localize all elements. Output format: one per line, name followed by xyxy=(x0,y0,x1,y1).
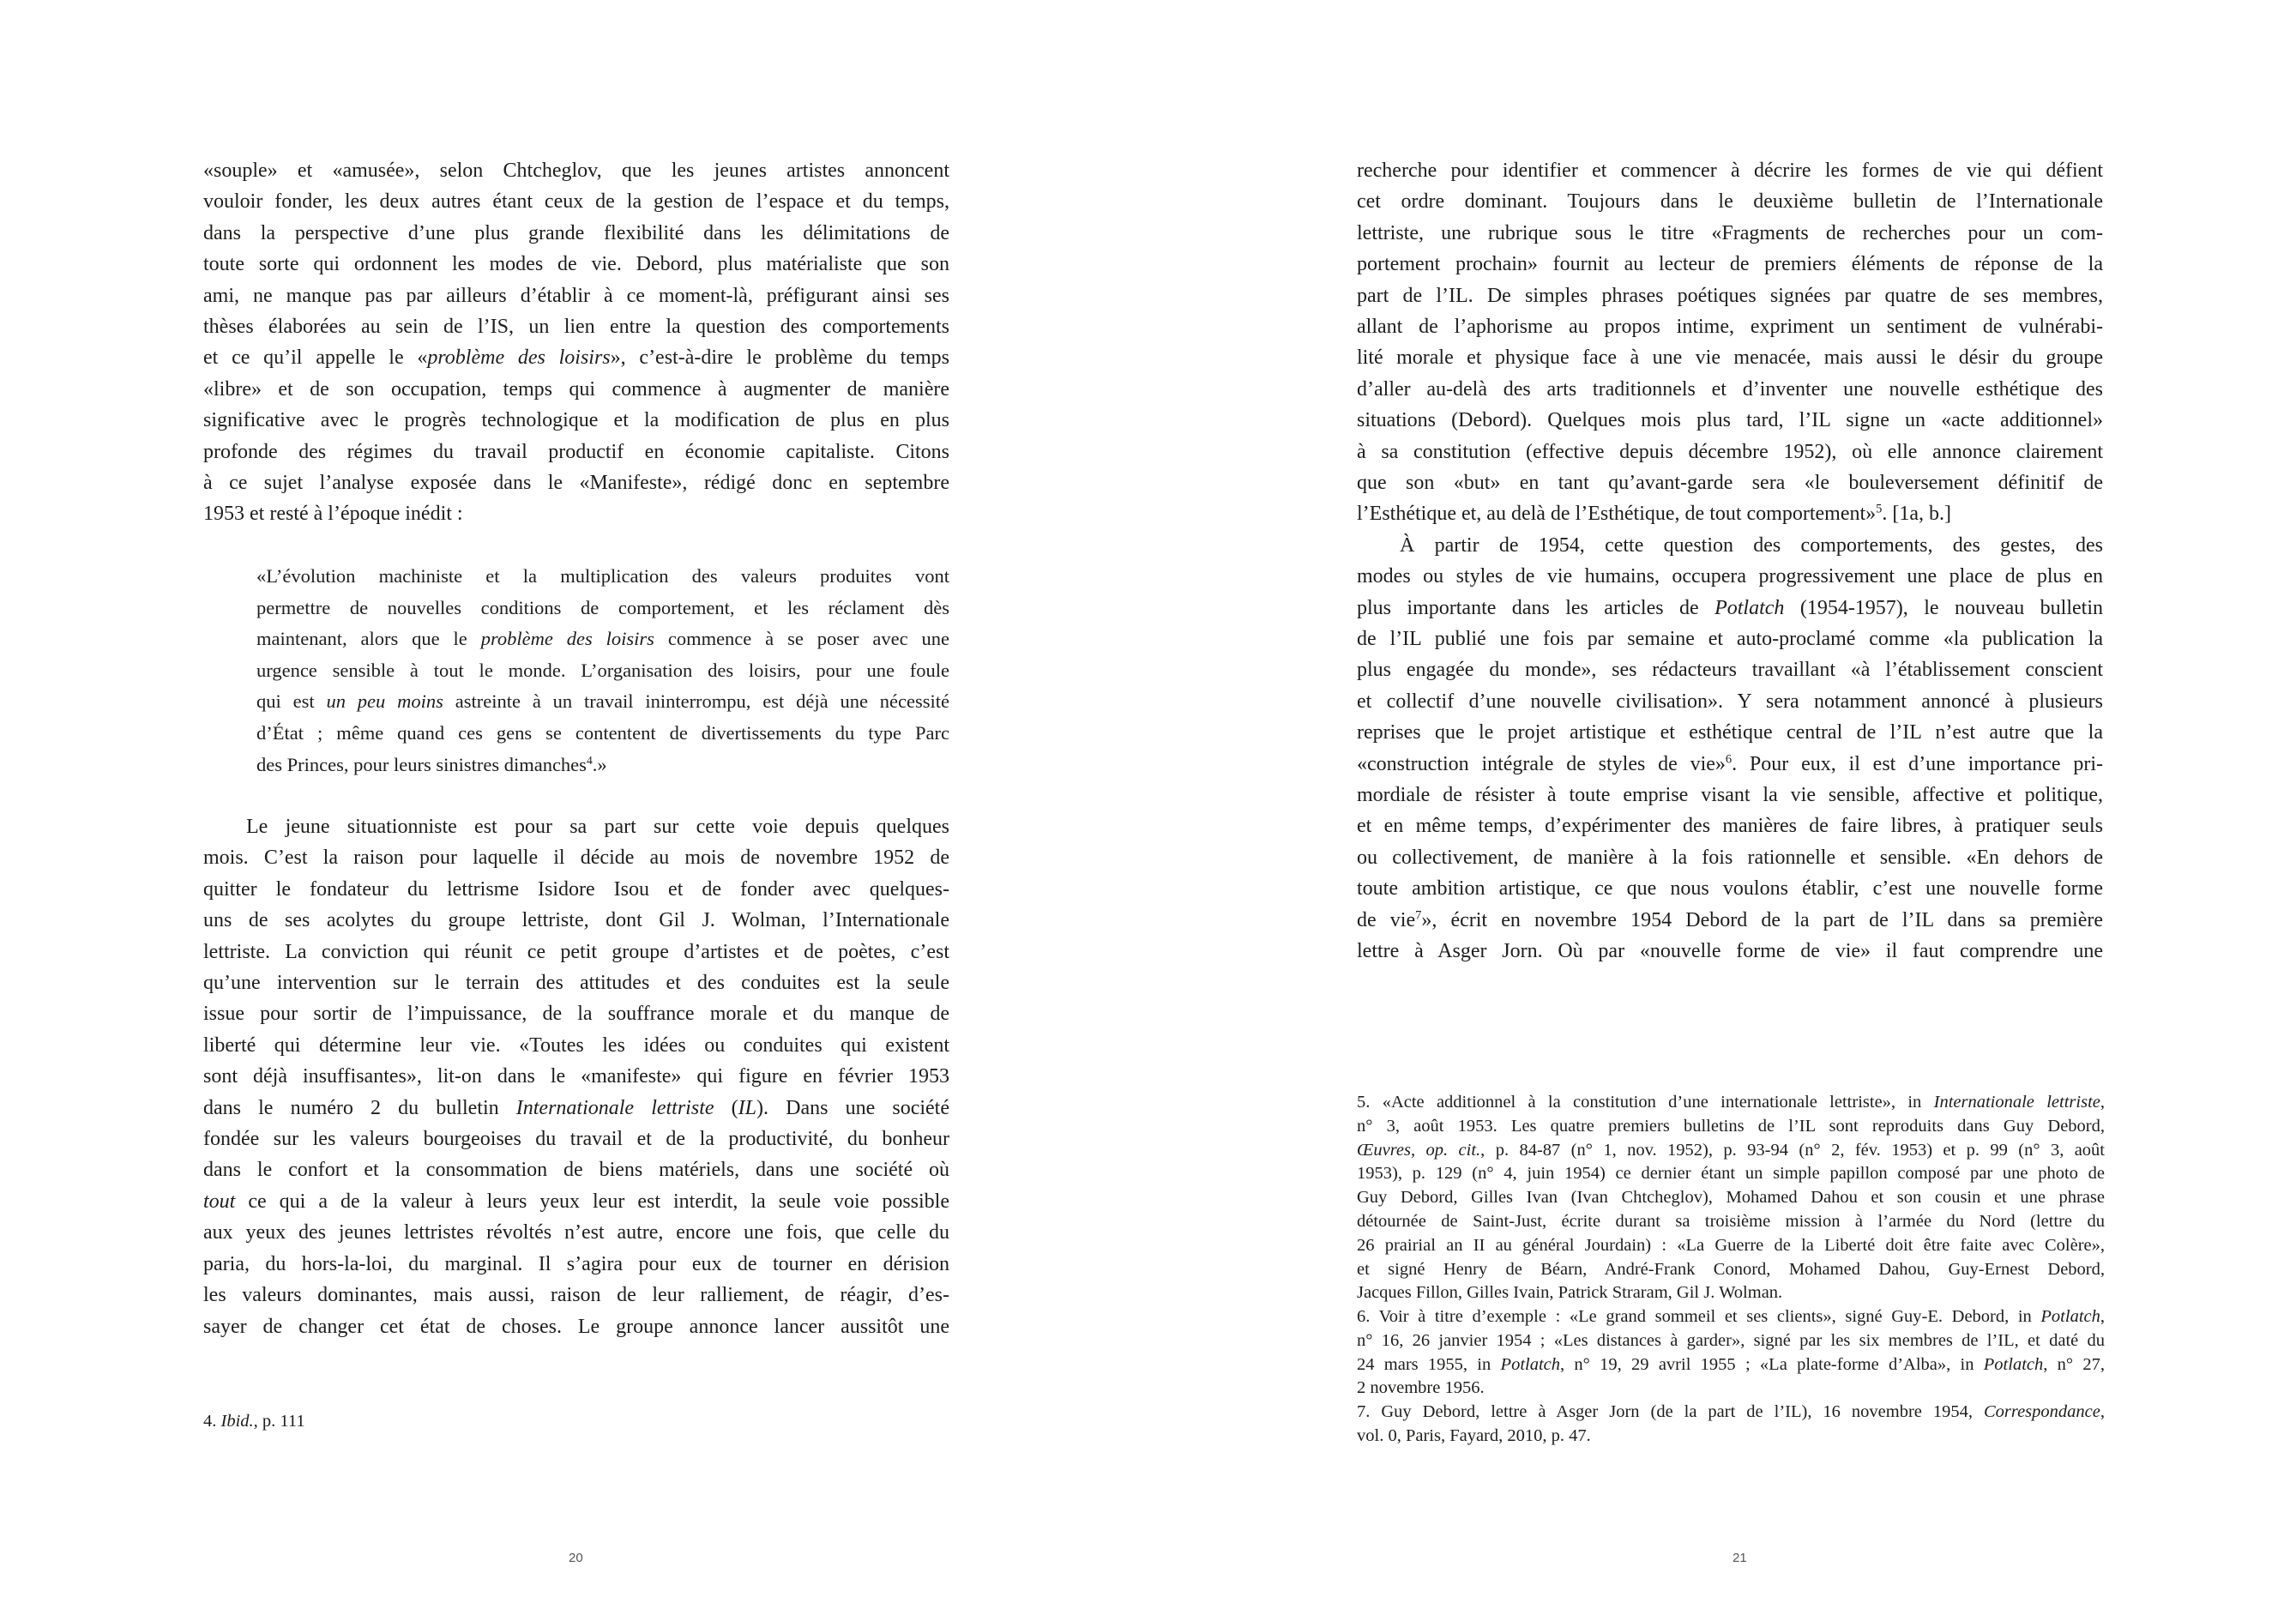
text-line xyxy=(1357,624,2103,654)
text-run: 1953 et resté à l’époque inédit : xyxy=(203,503,463,526)
text-line xyxy=(1357,374,2103,405)
text-run: maintenant, alors que le xyxy=(256,628,481,650)
paragraph-4 xyxy=(1357,530,2103,967)
text-line xyxy=(203,280,949,311)
text-line xyxy=(1357,842,2103,873)
italic-run: Internationale lettriste xyxy=(1933,1093,2100,1112)
italic-run: Correspondance xyxy=(1983,1402,2100,1421)
text-run: que son «but» en tant qu’avant-garde sera «le bouleversement définitif de xyxy=(1357,472,2103,495)
text-run: Guy Debord, Gilles Ivan (Ivan Chtcheglov), Mohamed Dahou et son cousin et une phrase xyxy=(1357,1188,2105,1208)
text-run: 7. Guy Debord, lettre à Asger Jorn (de la part de l’IL), 16 novembre 1954, xyxy=(1357,1402,1984,1421)
footnote-6 xyxy=(1357,1305,2105,1401)
text-run: , p. 111 xyxy=(253,1412,305,1431)
footnote-ref: 5 xyxy=(1876,502,1883,516)
text-line xyxy=(203,374,949,405)
text-run: plus engagée du monde», ses rédacteurs travaillant «à l’établissement conscient xyxy=(1357,659,2103,682)
text-run: », c’est-à-dire le problème du temps xyxy=(610,346,949,370)
text-line xyxy=(203,1410,951,1434)
text-run: détournée de Saint-Just, écrite durant sa troisième mission à l’armée du Nord (lettre du xyxy=(1357,1211,2105,1231)
text-line xyxy=(1357,686,2103,717)
text-line xyxy=(1357,1281,2105,1305)
text-run: n° 16, 26 janvier 1954 ; «Les distances à garder», signé par les six membres de l’IL, et daté du xyxy=(1357,1330,2105,1350)
text-line xyxy=(1357,1234,2105,1258)
text-run: qu’une intervention sur le terrain des attitudes et des conduites est la seule xyxy=(203,972,949,995)
text-run: sayer de changer cet état de choses. Le groupe annonce lancer aussitôt une xyxy=(203,1315,949,1338)
text-line xyxy=(203,1280,949,1311)
text-run: significative avec le progrès technologique et la modification de plus en plus xyxy=(203,409,949,432)
text-line xyxy=(1357,467,2103,498)
text-run: . Pour eux, il est d’une importance pri- xyxy=(1732,752,2103,775)
text-run: «libre» et de son occupation, temps qui commence à augmenter de manière xyxy=(203,377,949,401)
footnote-ref: 7 xyxy=(1415,908,1422,923)
text-run: à ce sujet l’analyse exposée dans le «Manifeste», rédigé donc en septembre xyxy=(203,472,949,495)
text-run: sont déjà insuffisantes», lit-on dans le «manifeste» qui figure en février 1953 xyxy=(203,1065,949,1088)
text-line xyxy=(256,686,949,718)
text-line xyxy=(1357,749,2103,780)
text-run: , n° 27, xyxy=(2043,1354,2106,1374)
footnote-ref: 4 xyxy=(586,753,593,767)
text-run: dans le numéro 2 du bulletin xyxy=(203,1096,516,1119)
text-run: plus importante dans les articles de xyxy=(1357,596,1715,619)
text-line xyxy=(1357,654,2103,685)
text-run: , xyxy=(2100,1402,2105,1421)
text-line xyxy=(1357,873,2103,904)
text-line xyxy=(203,405,949,436)
text-line xyxy=(256,561,949,593)
text-line xyxy=(1357,936,2103,967)
italic-run: Potlatch xyxy=(1500,1354,1561,1374)
text-run: d’aller au-delà des arts traditionnels et d’inventer une nouvelle esthétique des xyxy=(1357,377,2103,401)
text-line xyxy=(203,155,949,186)
text-run: », écrit en novembre 1954 Debord de la part de l’IL dans sa première xyxy=(1421,908,2103,931)
text-line xyxy=(1357,780,2103,810)
text-line xyxy=(203,498,949,529)
text-run: À partir de 1954, cette question des comportements, des gestes, des xyxy=(1400,533,2103,557)
footnote-5 xyxy=(1357,1091,2105,1305)
text-line xyxy=(203,186,949,217)
italic-run: Potlatch xyxy=(2040,1307,2100,1326)
text-run: uns de ses acolytes du groupe lettriste, dont Gil J. Wolman, l’Internationale xyxy=(203,909,949,932)
text-run: portement prochain» fournit au lecteur de premiers éléments de réponse de la xyxy=(1357,253,2103,276)
text-run: modes ou styles de vie humains, occupera progressivement une place de plus en xyxy=(1357,565,2103,588)
text-run: d’État ; même quand ces gens se contentent de divertissements du type Parc xyxy=(256,721,949,744)
text-line xyxy=(203,1061,949,1092)
text-run: et signé Henry de Béarn, André-Frank Conord, Mohamed Dahou, Guy-Ernest Debord, xyxy=(1357,1259,2105,1279)
text-run: les valeurs dominantes, mais aussi, raison de leur ralliement, de réagir, d’es- xyxy=(203,1284,949,1307)
text-run: allant de l’aphorisme au propos intime, expriment un sentiment de vulnérabi- xyxy=(1357,316,2103,339)
italic-run: un peu moins xyxy=(326,690,443,713)
text-line xyxy=(1357,405,2103,436)
italic-run: Potlatch xyxy=(1983,1354,2044,1374)
right-page xyxy=(1148,0,2296,1621)
text-line xyxy=(1357,311,2103,342)
text-run: cet ordre dominant. Toujours dans le deuxième bulletin de l’Internationale xyxy=(1357,190,2103,214)
text-line xyxy=(256,718,949,750)
text-line xyxy=(1357,1305,2105,1329)
text-line xyxy=(203,1124,949,1154)
text-line xyxy=(1357,1401,2105,1425)
text-line xyxy=(203,967,949,998)
text-run: 26 prairial an II au général Jourdain) : «La Guerre de la Liberté doit être faite avec Colère», xyxy=(1357,1235,2105,1255)
text-line xyxy=(1357,1353,2105,1377)
text-line xyxy=(203,1311,949,1342)
text-run: lettriste, une rubrique sous le titre «Fragments de recherches pour un com- xyxy=(1357,221,2103,244)
text-line xyxy=(1357,717,2103,748)
italic-run: Potlatch xyxy=(1714,596,1785,619)
text-run: recherche pour identifier et commencer à décrire les formes de vie qui défient xyxy=(1357,160,2103,182)
text-run: Jacques Fillon, Gilles Ivain, Patrick Straram, Gil J. Wolman. xyxy=(1357,1283,1783,1303)
text-run: 2 novembre 1956. xyxy=(1357,1378,1485,1398)
paragraph-1 xyxy=(203,155,949,530)
text-run: vouloir fonder, les deux autres étant ceux de la gestion de l’espace et du temps, xyxy=(203,190,949,214)
text-run: reprises que le projet artistique et esthétique central de l’IL n’est autre que la xyxy=(1357,721,2103,744)
text-run: . [1a, b.] xyxy=(1882,503,1951,526)
text-run: , n° 19, 29 avril 1955 ; «La plate-forme d’Alba», in xyxy=(1560,1354,1984,1374)
italic-run: problème des loisirs xyxy=(480,628,654,650)
text-run: mois. C’est la raison pour laquelle il décide au mois de novembre 1952 de xyxy=(203,847,949,870)
text-line xyxy=(203,1217,949,1248)
text-run: et collectif d’une nouvelle civilisation». Y sera notamment annoncé à plusieurs xyxy=(1357,690,2103,713)
text-line xyxy=(256,655,949,687)
text-line xyxy=(203,311,949,342)
text-run: mordiale de résister à toute emprise visant la vie sensible, affective et politique, xyxy=(1357,784,2103,807)
text-line xyxy=(1357,530,2103,561)
text-run: urgence sensible à tout le monde. L’organisation des loisirs, pour une foule xyxy=(256,659,949,681)
text-line xyxy=(1357,1091,2105,1115)
text-line xyxy=(1357,1258,2105,1282)
text-line xyxy=(203,467,949,498)
text-line xyxy=(203,998,949,1029)
text-run: , xyxy=(2100,1307,2105,1326)
text-run: ami, ne manque pas par ailleurs d’établir à ce moment-là, préfigurant ainsi ses xyxy=(203,284,949,307)
text-line xyxy=(203,218,949,249)
text-line xyxy=(1357,280,2103,311)
text-run: dans le confort et la consommation de biens matériels, dans une société où xyxy=(203,1159,949,1182)
text-line xyxy=(203,874,949,905)
text-line xyxy=(1357,498,2103,529)
text-line xyxy=(203,905,949,936)
text-run: ce qui a de la valeur à leurs yeux leur est interdit, la seule voie possible xyxy=(235,1190,949,1213)
italic-run: Œuvres xyxy=(1357,1140,1411,1160)
text-run: ou collectivement, de manière à la fois rationnelle et sensible. «En dehors de xyxy=(1357,846,2103,869)
text-line xyxy=(203,1186,949,1217)
text-run: , xyxy=(2100,1093,2105,1112)
italic-run: IL xyxy=(738,1096,756,1119)
text-run: et en même temps, d’expérimenter des manières de faire libres, à pratiquer seuls xyxy=(1357,815,2103,838)
text-line xyxy=(203,1249,949,1280)
text-line xyxy=(203,1154,949,1185)
text-line xyxy=(1357,1139,2105,1163)
text-line xyxy=(203,342,949,373)
text-run: à sa constitution (effective depuis décembre 1952), où elle annonce clairement xyxy=(1357,440,2103,463)
text-run: quitter le fondateur du lettrisme Isidore Isou et de fonder avec quelques- xyxy=(203,877,949,901)
text-run: part de l’IL. De simples phrases poétiques signées par quatre de ses membres, xyxy=(1357,284,2103,307)
italic-run: Internationale lettriste xyxy=(515,1096,714,1119)
text-run: profonde des régimes du travail productif en économie capitaliste. Citons xyxy=(203,440,949,463)
text-run: astreinte à un travail ininterrompu, est déjà une nécessité xyxy=(443,690,950,713)
italic-run: tout xyxy=(203,1190,236,1213)
text-run: de l’IL publié une fois par semaine et auto-proclamé comme «la publication la xyxy=(1357,628,2103,651)
text-run: 6. Voir à titre d’exemple : «Le grand sommeil et ses clients», signé Guy-E. Debord, in xyxy=(1357,1307,2041,1326)
text-line xyxy=(1357,218,2103,249)
text-run: paria, du hors-la-loi, du marginal. Il s’agira pour eux de tourner en dérision xyxy=(203,1252,949,1275)
text-line xyxy=(1357,186,2103,217)
text-run: «L’évolution machiniste et la multiplication des valeurs produites vont xyxy=(256,565,949,587)
text-run: , p. 84-87 (n° 1, nov. 1952), p. 93-94 (n° 2, fév. 1953) et p. 99 (n° 3, août xyxy=(1480,1140,2106,1160)
footnote-7 xyxy=(1357,1401,2105,1449)
text-line xyxy=(1357,155,2103,186)
text-run: «construction intégrale de styles de vie» xyxy=(1357,752,1726,775)
text-line xyxy=(203,937,949,967)
text-line xyxy=(203,842,949,873)
text-run: vol. 0, Paris, Fayard, 2010, p. 47. xyxy=(1357,1425,1591,1445)
text-run: lettre à Asger Jorn. Où par «nouvelle forme de vie» il faut comprendre une xyxy=(1357,940,2103,963)
text-run: l’Esthétique et, au delà de l’Esthétique, de tout comportement» xyxy=(1357,503,1877,526)
text-line xyxy=(1357,1162,2105,1186)
text-run: thèses élaborées au sein de l’IS, un lien entre la question des comportements xyxy=(203,316,949,339)
text-run: toute ambition artistique, ce que nous voulons établir, c’est une nouvelle forme xyxy=(1357,877,2103,901)
page-number: 20 xyxy=(569,1551,583,1565)
text-run: 4. xyxy=(203,1412,221,1431)
text-line xyxy=(203,811,949,842)
text-run: 5. «Acte additionnel à la constitution d’une internationale lettriste», in xyxy=(1357,1093,1934,1112)
text-line xyxy=(203,249,949,280)
text-run: aux yeux des jeunes lettristes révoltés n’est autre, encore une fois, que celle du xyxy=(203,1221,949,1244)
text-run: issue pour sortir de l’impuissance, de la souffrance morale et du manque de xyxy=(203,1003,949,1026)
text-line xyxy=(1357,1329,2105,1353)
text-run: et ce qu’il appelle le « xyxy=(203,346,428,370)
text-line xyxy=(203,1030,949,1061)
text-line xyxy=(1357,1425,2105,1449)
text-run: dans la perspective d’une plus grande flexibilité dans les délimitations de xyxy=(203,221,949,244)
text-line xyxy=(1357,1115,2105,1139)
text-line xyxy=(1357,437,2103,467)
text-run: toute sorte qui ordonnent les modes de vie. Debord, plus matérialiste que son xyxy=(203,253,949,276)
text-line xyxy=(1357,1377,2105,1401)
text-run: qui est xyxy=(256,690,327,713)
text-run: «souple» et «amusée», selon Chtcheglov, que les jeunes artistes annoncent xyxy=(203,160,949,182)
text-run: situations (Debord). Quelques mois plus tard, l’IL signe un «acte additionnel» xyxy=(1357,409,2103,432)
text-run: Le jeune situationniste est pour sa part sur cette voie depuis quelques xyxy=(246,816,949,838)
text-run: lettriste. La conviction qui réunit ce petit groupe d’artistes et de poètes, c’est xyxy=(203,940,949,963)
text-line xyxy=(256,750,949,781)
text-line xyxy=(203,1093,949,1124)
italic-run: Ibid. xyxy=(220,1412,254,1431)
text-line xyxy=(256,624,949,655)
text-line xyxy=(1357,561,2103,592)
text-run: des Princes, pour leurs sinistres dimanches xyxy=(256,753,587,775)
text-run: permettre de nouvelles conditions de comportement, et les réclament dès xyxy=(256,596,949,618)
text-line xyxy=(256,593,949,624)
text-run: liberté qui détermine leur vie. «Toutes les idées ou conduites qui existent xyxy=(203,1033,949,1057)
text-run: lité morale et physique face à une vie menacée, mais aussi le désir du groupe xyxy=(1357,346,2103,370)
paragraph-2 xyxy=(203,811,949,1342)
text-line xyxy=(1357,1210,2105,1234)
text-line xyxy=(1357,342,2103,373)
italic-run: op. cit. xyxy=(1425,1140,1481,1160)
text-line xyxy=(1357,593,2103,624)
text-run: 1953), p. 129 (n° 4, juin 1954) ce dernier étant un simple papillon composé par une photo de xyxy=(1357,1164,2105,1184)
text-run: ). Dans une société xyxy=(756,1096,949,1119)
text-run: commence à se poser avec une xyxy=(654,628,949,650)
paragraph-3 xyxy=(1357,155,2103,530)
text-line xyxy=(1357,249,2103,280)
text-run: de vie xyxy=(1357,908,1416,931)
text-line xyxy=(1357,810,2103,841)
block-quote xyxy=(256,561,949,780)
text-run: .» xyxy=(592,753,607,775)
text-line xyxy=(203,437,949,467)
text-run: (1954-1957), le nouveau bulletin xyxy=(1784,596,2103,619)
text-run: ( xyxy=(714,1096,738,1119)
page-number: 21 xyxy=(1733,1551,1747,1565)
text-line xyxy=(1357,1186,2105,1210)
text-line xyxy=(1357,905,2103,936)
italic-run: problème des loisirs xyxy=(427,346,611,370)
footnote-4 xyxy=(203,1410,951,1434)
text-run: , xyxy=(1411,1140,1426,1160)
text-run: fondée sur les valeurs bourgeoises du travail et de la productivité, du bonheur xyxy=(203,1128,949,1151)
footnote-ref: 6 xyxy=(1725,752,1733,767)
text-run: 24 mars 1955, in xyxy=(1357,1354,1501,1374)
text-run: n° 3, août 1953. Les quatre premiers bulletins de l’IL sont reproduits dans Guy Debord, xyxy=(1357,1116,2105,1136)
